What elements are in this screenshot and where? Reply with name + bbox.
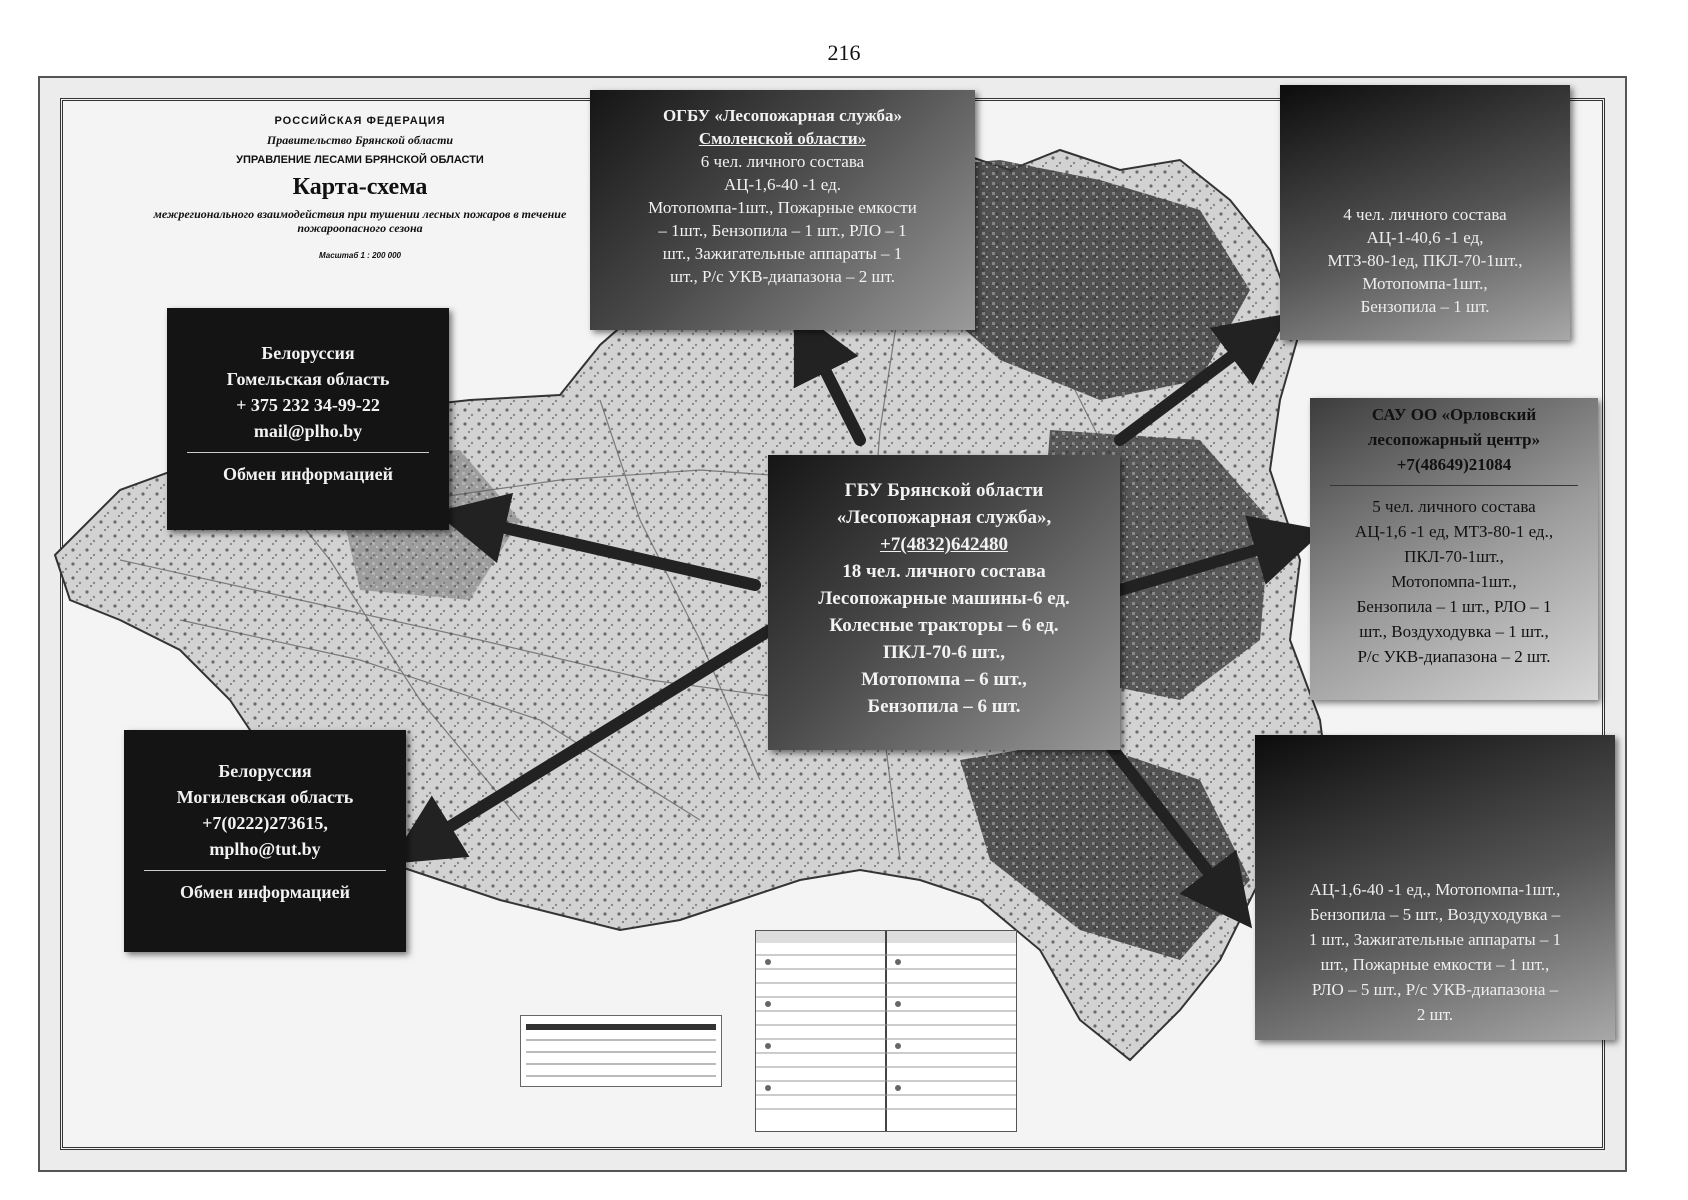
- map-scale: Масштаб 1 : 200 000: [319, 251, 401, 260]
- map-title: Карта-схема: [292, 174, 428, 200]
- map-header: [150, 115, 570, 260]
- government-heading: Правительство Брянской области: [266, 133, 454, 147]
- mogilev-info-box: [124, 730, 406, 952]
- smolensk-equipment-4: шт., Зажигательные аппараты – 1: [662, 244, 903, 263]
- mogilev-email: mplho@tut.by: [209, 839, 321, 859]
- subtitle-line-1: межрегионального взаимодействия при тушении: [153, 207, 420, 221]
- orel-equipment-2: ПКЛ-70-1шт.,: [1404, 547, 1504, 566]
- kaluga-info-box: [1280, 85, 1570, 340]
- mogilev-country: Белоруссия: [218, 761, 312, 781]
- legend-table: [755, 930, 1017, 1132]
- smolensk-region: Смоленской области»: [698, 129, 867, 148]
- kursk-equipment-3: 1 шт., Зажигательные аппараты – 1: [1308, 930, 1562, 949]
- smolensk-title: ОГБУ «Лесопожарная служба»: [662, 106, 903, 125]
- gomel-phone: + 375 232 34-99-22: [236, 395, 380, 415]
- map-subtitle: [150, 207, 570, 235]
- legend-table-graphic: [756, 931, 1016, 1131]
- orel-phone: +7(48649)21084: [1396, 455, 1512, 474]
- orel-info-box: [1310, 398, 1598, 700]
- bryansk-equipment-3: ПКЛ-70-6 шт.,: [882, 642, 1006, 663]
- kursk-info-box: [1255, 735, 1615, 1040]
- kursk-equipment-2: Бензопила – 5 шт., Воздуходувка –: [1309, 905, 1561, 924]
- orel-center: лесопожарный центр»: [1367, 430, 1541, 449]
- orel-equipment-4: Бензопила – 1 шт., РЛО – 1: [1356, 597, 1552, 616]
- gomel-country: Белоруссия: [261, 343, 355, 363]
- orel-divider: [1330, 485, 1578, 486]
- kursk-equipment-4: шт., Пожарные емкости – 1 шт.,: [1320, 955, 1550, 974]
- legend-strip-graphic: [521, 1016, 721, 1086]
- smolensk-equipment-1: АЦ-1,6-40 -1 ед.: [723, 175, 841, 194]
- gomel-footer: Обмен информацией: [223, 464, 393, 484]
- kaluga-equipment-2: МТЗ-80-1ед, ПКЛ-70-1шт.,: [1327, 251, 1523, 270]
- kursk-equipment-6: 2 шт.: [1416, 1005, 1454, 1024]
- bryansk-equipment-5: Бензопила – 6 шт.: [867, 696, 1021, 717]
- orel-title: САУ ОО «Орловский: [1371, 405, 1537, 424]
- legend-scale-strip: [520, 1015, 722, 1087]
- orel-equipment-3: Мотопомпа-1шт.,: [1391, 572, 1517, 591]
- kaluga-equipment-4: Бензопила – 1 шт.: [1360, 297, 1490, 316]
- bryansk-equipment-1: Лесопожарные машины-6 ед.: [818, 588, 1070, 609]
- kursk-equipment-1: АЦ-1,6-40 -1 ед., Мотопомпа-1шт.,: [1309, 880, 1561, 899]
- mogilev-footer: Обмен информацией: [180, 882, 350, 902]
- gomel-info-box: [167, 308, 449, 530]
- kursk-equipment-5: РЛО – 5 шт., Р/с УКВ-диапазона –: [1311, 980, 1559, 999]
- bryansk-service: «Лесопожарная служба»,: [836, 507, 1052, 528]
- smolensk-equipment-2: Мотопомпа-1шт., Пожарные емкости: [648, 198, 917, 217]
- bryansk-title: ГБУ Брянской области: [844, 480, 1044, 501]
- subtitle-line-2: лесных пожаров в течение пожароопасного сезона: [297, 207, 567, 235]
- mogilev-region: Могилевская область: [176, 787, 354, 807]
- gomel-divider: [187, 452, 429, 453]
- bryansk-equipment-4: Мотопомпа – 6 шт.,: [861, 669, 1027, 690]
- smolensk-staff: 6 чел. личного состава: [700, 152, 865, 171]
- mogilev-phone: +7(0222)273615,: [202, 813, 328, 833]
- bryansk-staff: 18 чел. личного состава: [842, 561, 1046, 582]
- mogilev-divider: [144, 870, 386, 871]
- gomel-email: mail@plho.by: [253, 421, 363, 441]
- kaluga-equipment-1: АЦ-1-40,6 -1 ед,: [1366, 228, 1484, 247]
- orel-staff: 5 чел. личного состава: [1372, 497, 1536, 516]
- department-heading: УПРАВЛЕНИЕ ЛЕСАМИ БРЯНСКОЙ ОБЛАСТИ: [236, 154, 484, 166]
- orel-equipment-1: АЦ-1,6 -1 ед, МТЗ-80-1 ед.,: [1354, 522, 1554, 541]
- kaluga-staff: 4 чел. личного состава: [1343, 205, 1507, 224]
- page-number: 216: [827, 40, 861, 65]
- gomel-region: Гомельская область: [226, 369, 390, 389]
- bryansk-info-box: [768, 455, 1120, 750]
- smolensk-equipment-5: шт., Р/с УКВ-диапазона – 2 шт.: [669, 267, 896, 286]
- federation-heading: РОССИЙСКАЯ ФЕДЕРАЦИЯ: [274, 115, 446, 127]
- bryansk-phone: +7(4832)642480: [880, 534, 1008, 555]
- orel-equipment-6: Р/с УКВ-диапазона – 2 шт.: [1357, 647, 1551, 666]
- smolensk-equipment-3: – 1шт., Бензопила – 1 шт., РЛО – 1: [658, 221, 907, 240]
- kaluga-equipment-3: Мотопомпа-1шт.,: [1362, 274, 1488, 293]
- orel-equipment-5: шт., Воздуходувка – 1 шт.,: [1359, 622, 1549, 641]
- bryansk-equipment-2: Колесные тракторы – 6 ед.: [829, 615, 1059, 636]
- smolensk-info-box: [590, 90, 975, 330]
